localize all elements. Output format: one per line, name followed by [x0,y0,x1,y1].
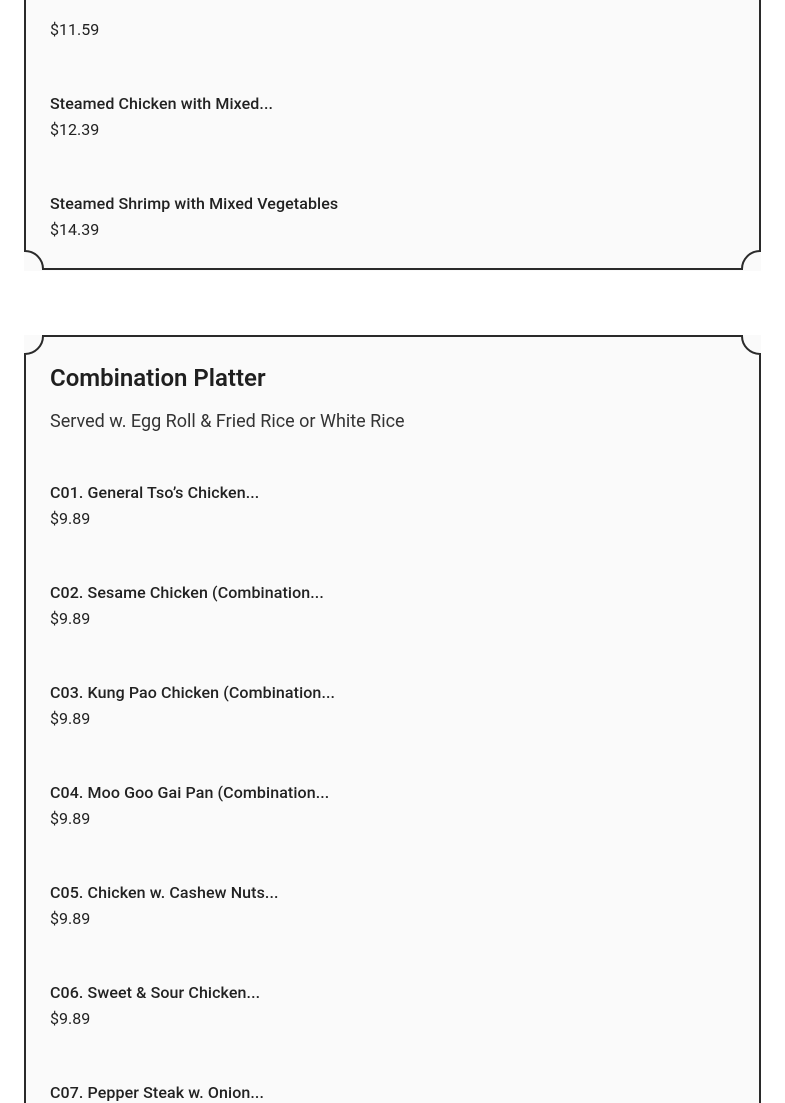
menu-item[interactable] [50,194,735,254]
item-name: C05. Chicken w. Cashew Nuts... [50,883,279,902]
menu-item[interactable] [50,983,735,1043]
item-name: C03. Kung Pao Chicken (Combination... [50,683,336,702]
item-price: $9.89 [50,709,91,728]
item-price: $9.89 [50,509,91,528]
menu-item[interactable] [50,583,735,643]
menu-item[interactable] [50,883,735,943]
menu-item[interactable] [50,783,735,843]
item-name: C07. Pepper Steak w. Onion... [50,1083,265,1102]
menu-item[interactable] [50,94,735,154]
item-price: $12.39 [50,120,100,139]
menu-item[interactable] [50,683,735,743]
section-title: Combination Platter [50,364,266,392]
item-price: $11.59 [50,20,100,39]
item-price: $9.89 [50,909,91,928]
item-price: $14.39 [50,220,100,239]
menu-item[interactable] [50,483,735,543]
item-name: Steamed Shrimp with Mixed Vegetables [50,194,339,213]
section-description: Served w. Egg Roll & Fried Rice or White Rice [50,411,405,432]
item-name: Steamed Chicken with Mixed... [50,94,274,113]
menu-item[interactable] [50,0,735,54]
item-name: C06. Sweet & Sour Chicken... [50,983,261,1002]
menu-section-card-steamed [24,0,761,271]
menu-section-card-combination-platter [24,335,761,1103]
item-price: $9.89 [50,1009,91,1028]
item-price: $9.89 [50,809,91,828]
item-name: C01. General Tso’s Chicken... [50,483,260,502]
item-name: C04. Moo Goo Gai Pan (Combination... [50,783,330,802]
item-price: $9.89 [50,609,91,628]
menu-item[interactable] [50,1083,735,1103]
item-name: C02. Sesame Chicken (Combination... [50,583,324,602]
